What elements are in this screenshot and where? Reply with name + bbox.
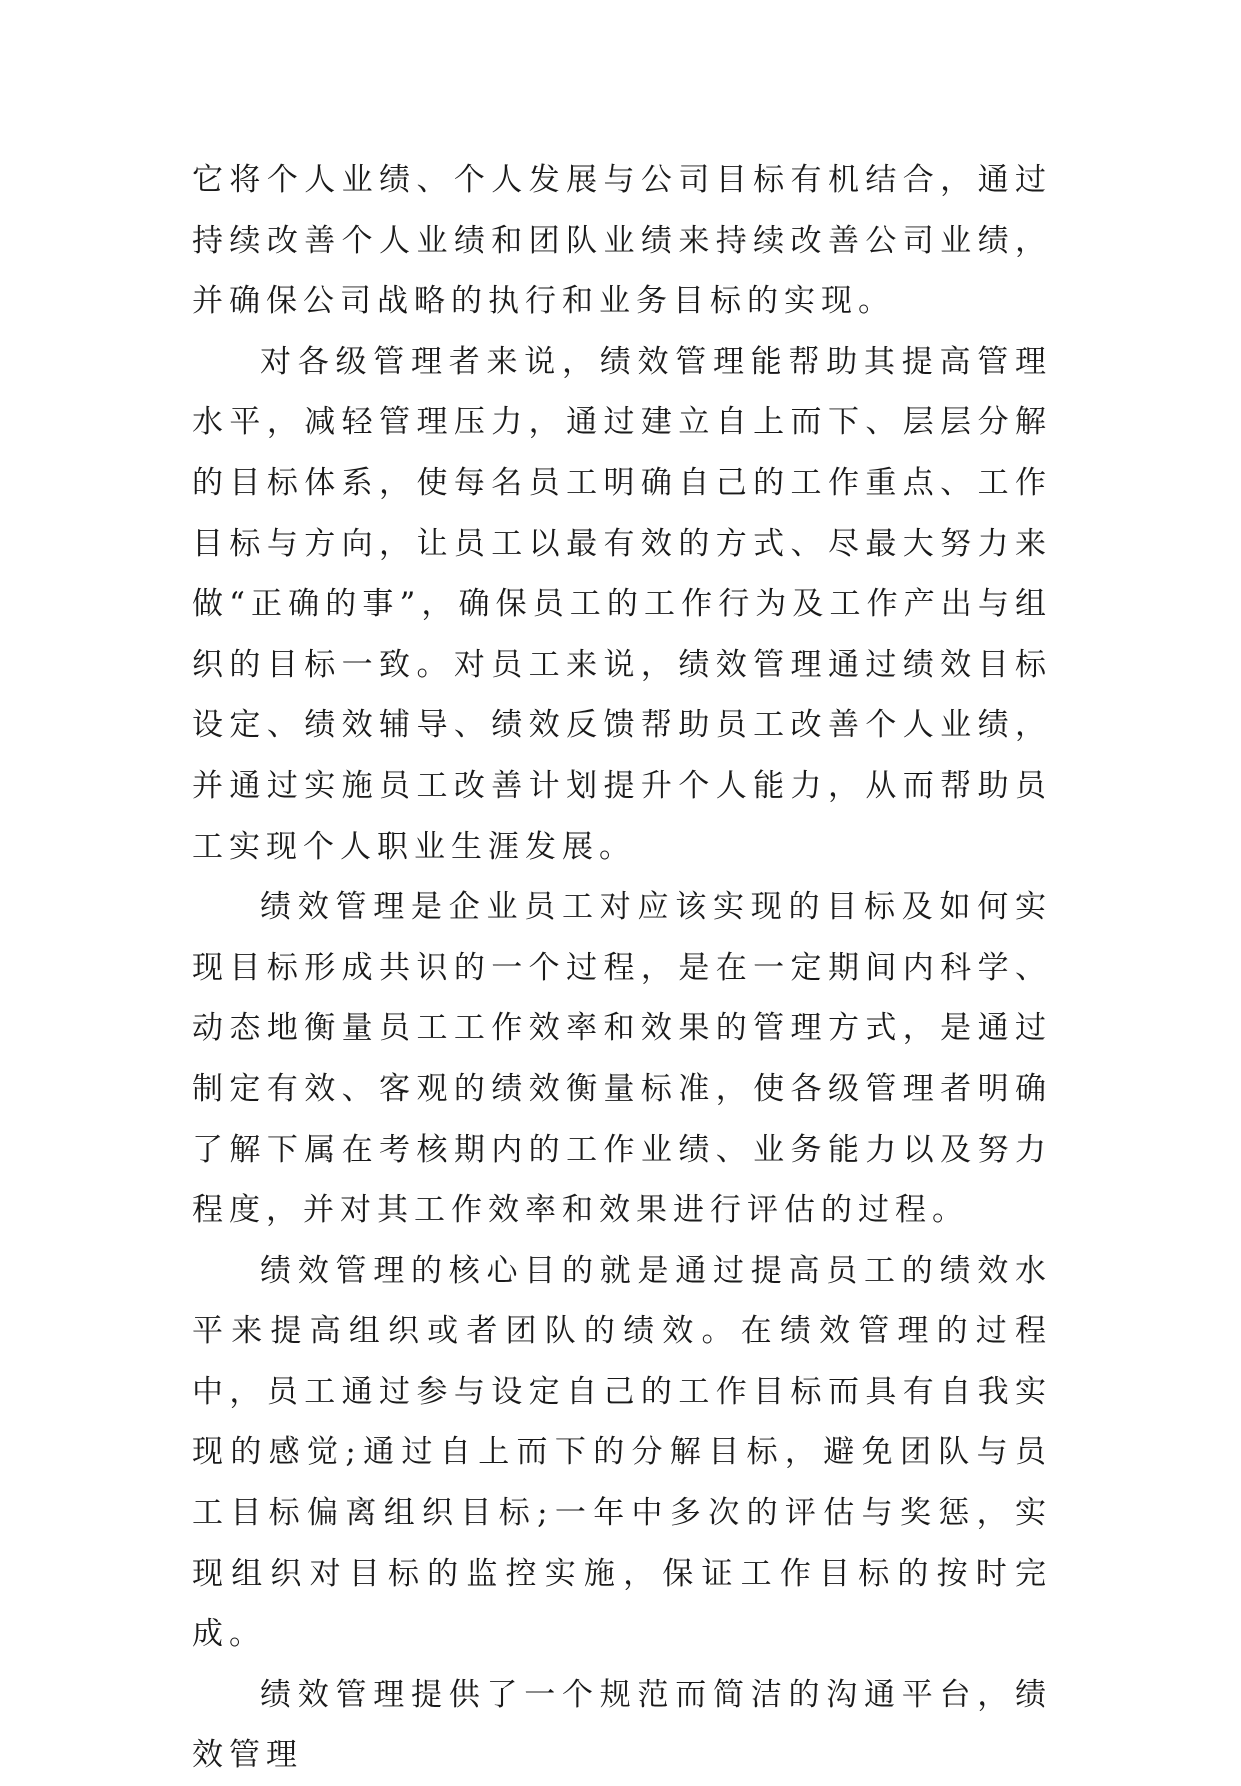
paragraph-communication-platform: 绩效管理提供了一个规范而简洁的沟通平台，绩效管理 (192, 1676, 1052, 1774)
paragraph-continuation: 它将个人业绩、个人发展与公司目标有机结合，通过持续改善个人业绩和团队业绩来持续改善公司业绩，并确保公司战略的执行和业务目标的实现。 (192, 162, 1052, 320)
paragraph-definition: 绩效管理是企业员工对应该实现的目标及如何实现目标形成共识的一个过程，是在一定期间内科学、动态地衡量员工工作效率和效果的管理方式，是通过制定有效、客观的绩效衡量标准，使各级管理者明确了解下属在考核期内的工作业绩、业务能力以及努力程度，并对其工作效率和效果进行评估的过程。 (192, 889, 1052, 1229)
document-body (192, 150, 1052, 1786)
paragraph-core-purpose: 绩效管理的核心目的就是通过提高员工的绩效水平来提高组织或者团队的绩效。在绩效管理的过程中，员工通过参与设定自己的工作目标而具有自我实现的感觉;通过自上而下的分解目标，避免团队与员工目标偏离组织目标;一年中多次的评估与奖惩，实现组织对目标的监控实施，保证工作目标的按时完成。 (192, 1252, 1052, 1653)
paragraph-manager-benefits: 对各级管理者来说，绩效管理能帮助其提高管理水平，减轻管理压力，通过建立自上而下、层层分解的目标体系，使每名员工明确自己的工作重点、工作目标与方向，让员工以最有效的方式、尽最大努力来做“正确的事”，确保员工的工作行为及工作产出与组织的目标一致。对员工来说，绩效管理通过绩效目标设定、绩效辅导、绩效反馈帮助员工改善个人业绩，并通过实施员工改善计划提升个人能力，从而帮助员工实现个人职业生涯发展。 (192, 343, 1052, 865)
